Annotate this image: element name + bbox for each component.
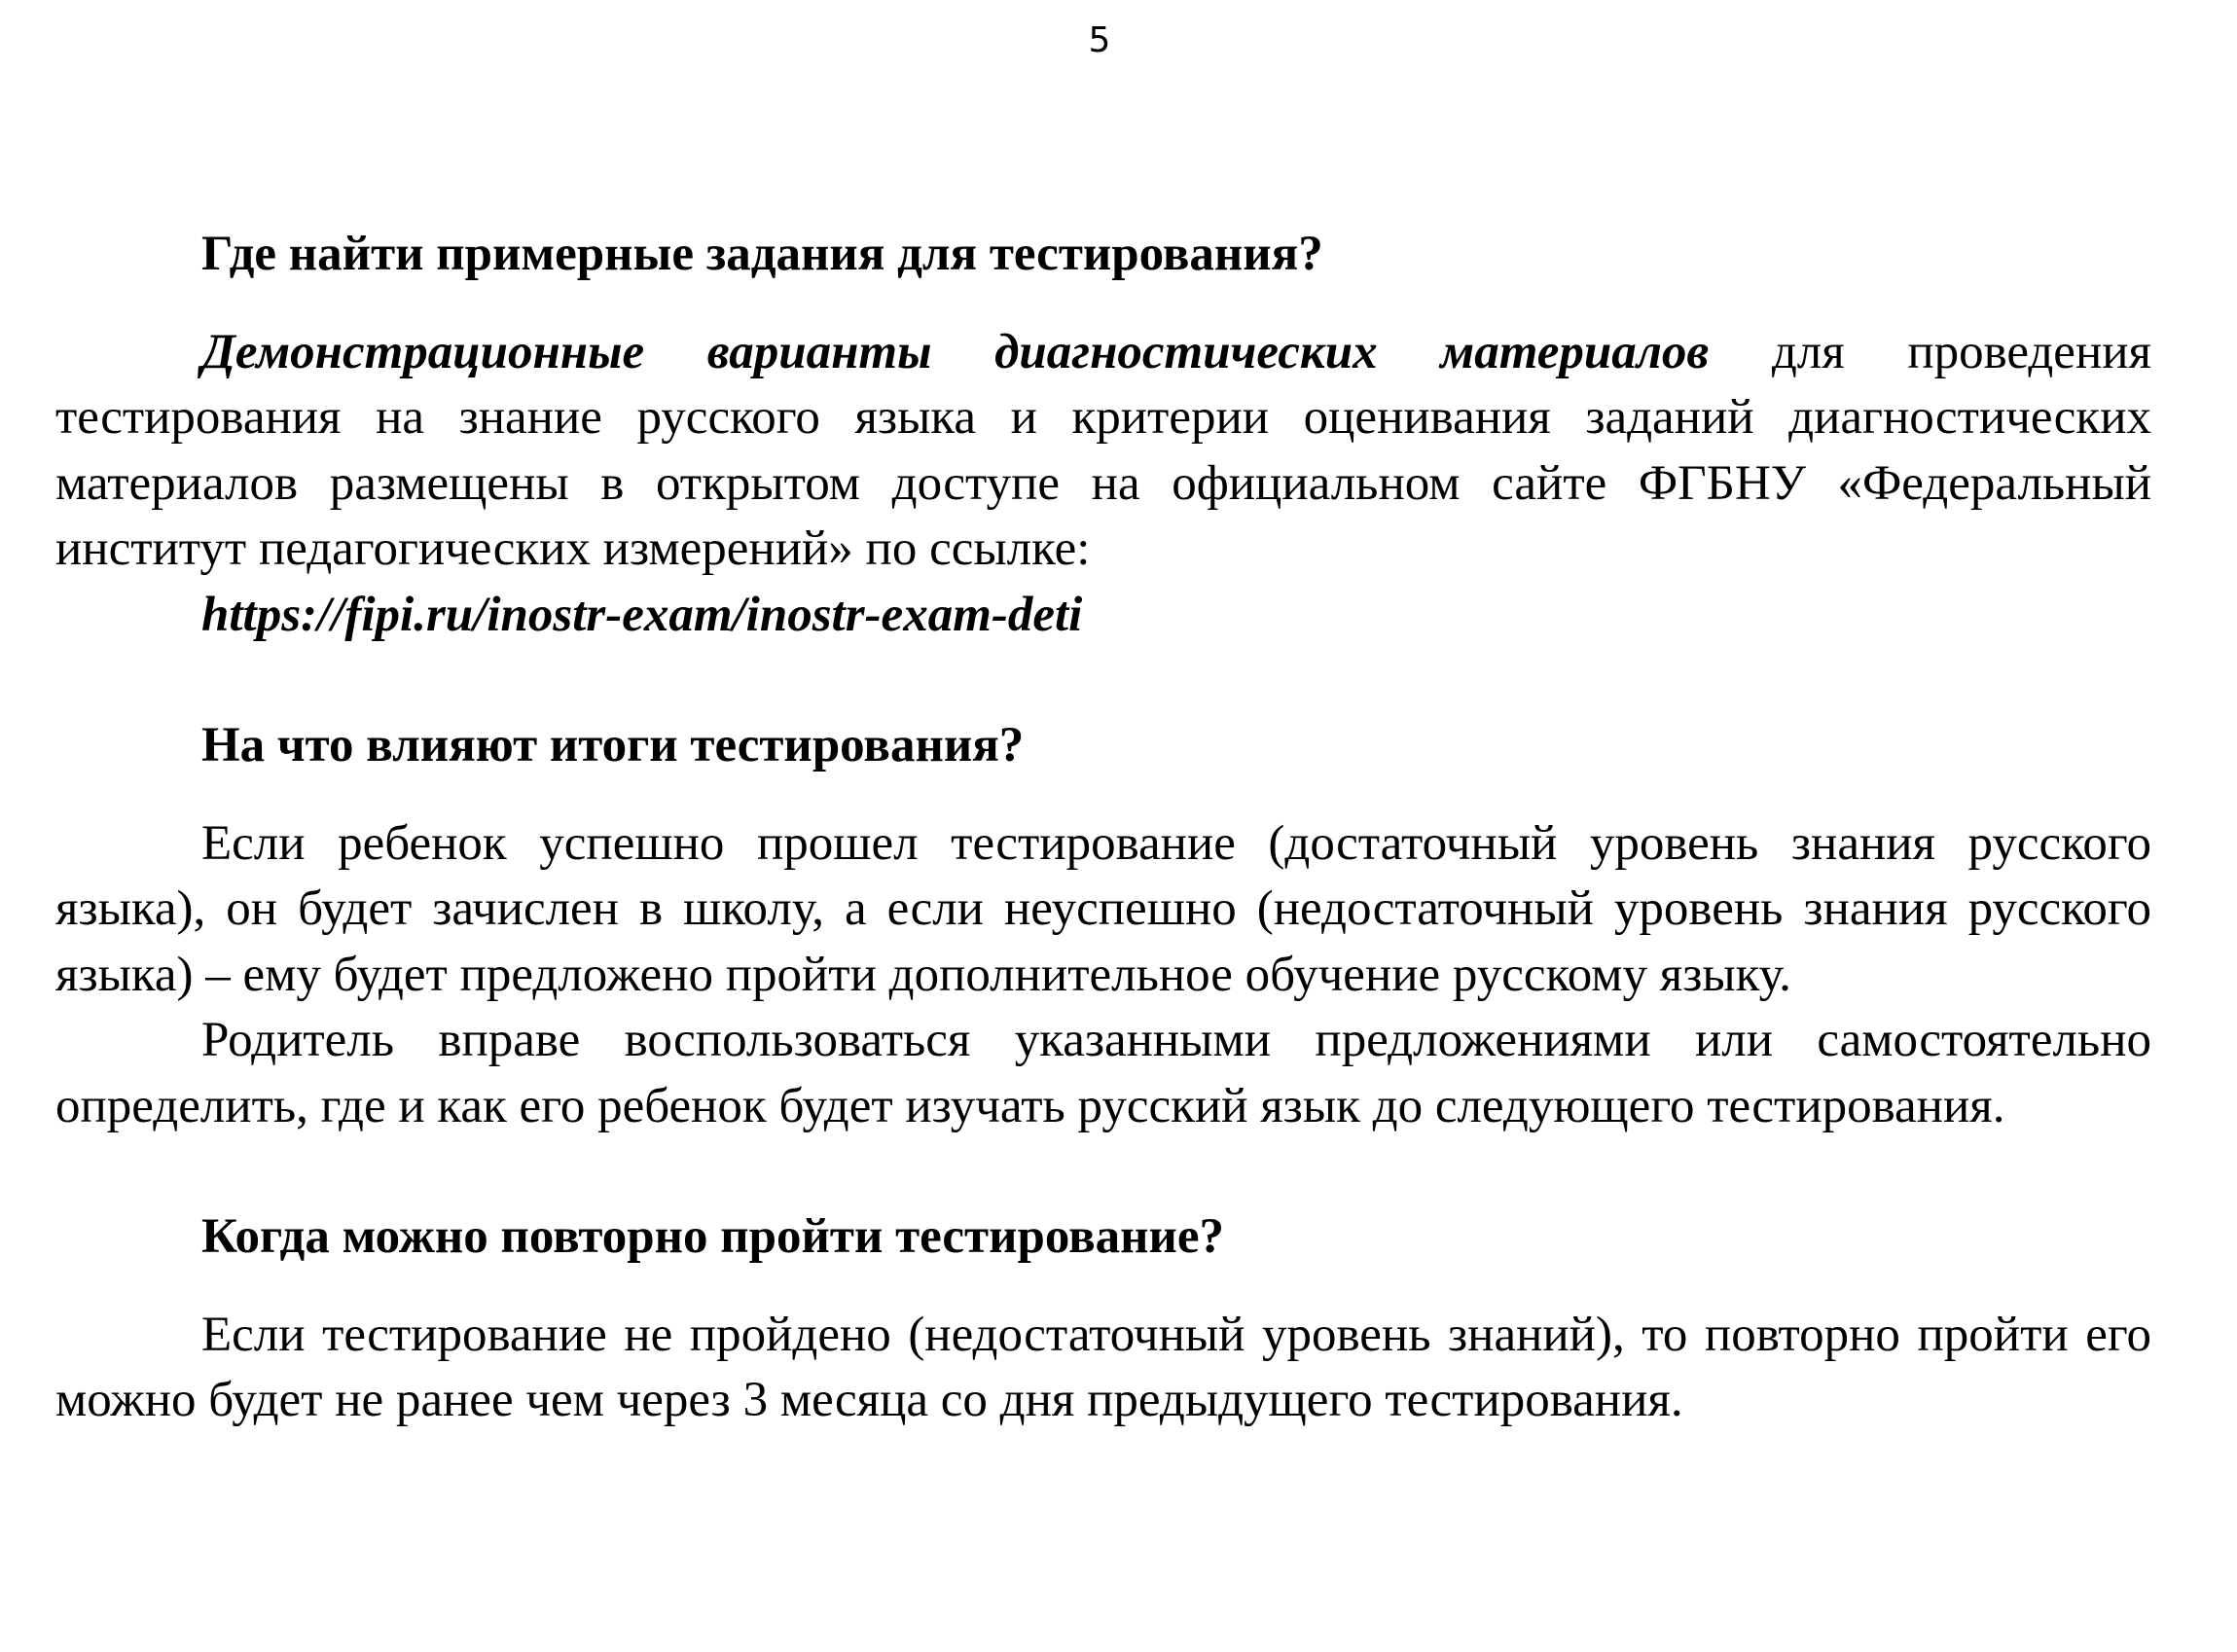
- emphasis-demo-variants: Демонстрационные варианты диагностических материалов: [201, 324, 1710, 379]
- spacer: [55, 1139, 2151, 1204]
- page-number: 5: [1088, 20, 1111, 60]
- paragraph-demo-materials: [55, 320, 2151, 649]
- paragraph-parent-choice: Родитель вправе воспользоваться указанными предложениями или самостоятельно определить, где и как его ребенок будет изучать русский язык до следующего тестирования.: [55, 1013, 2151, 1133]
- section-retake: [55, 1204, 2151, 1434]
- spacer: [55, 1271, 2151, 1303]
- section-sample-tasks: [55, 222, 2151, 648]
- spacer: [55, 288, 2151, 320]
- section-results-impact: [55, 713, 2151, 1139]
- heading-sample-tasks: Где найти примерные задания для тестирования?: [201, 227, 1323, 281]
- spacer: [55, 648, 2151, 713]
- paragraph-enrollment: Если ребенок успешно прошел тестирование (достаточный уровень знания русского языка), он будет зачислен в школу, а если неуспешно (недостаточный уровень знания русского языка) – ему будет предложено пройти дополнительное обучение русскому языку.: [55, 815, 2151, 1002]
- paragraph-demo-text: для проведения тестирования на знание русского языка и критерии оценивания заданий диагностических материалов размещены в открытом доступе на официальном сайте ФГБНУ «Федеральный институт педагогических измерений» по ссылке:: [55, 324, 2151, 576]
- heading-results-impact: На что влияют итоги тестирования?: [201, 718, 1025, 772]
- paragraph-retake-rule: Если тестирование не пройдено (недостаточный уровень знаний), то повторно пройти его можно будет не ранее чем через 3 месяца со дня предыдущего тестирования.: [55, 1307, 2151, 1427]
- fipi-link[interactable]: https://fipi.ru/inostr-exam/inostr-exam-deti: [201, 587, 1083, 642]
- spacer: [55, 779, 2151, 811]
- heading-retake: Когда можно повторно пройти тестирование?: [201, 1209, 1225, 1264]
- document-body: [55, 222, 2151, 1434]
